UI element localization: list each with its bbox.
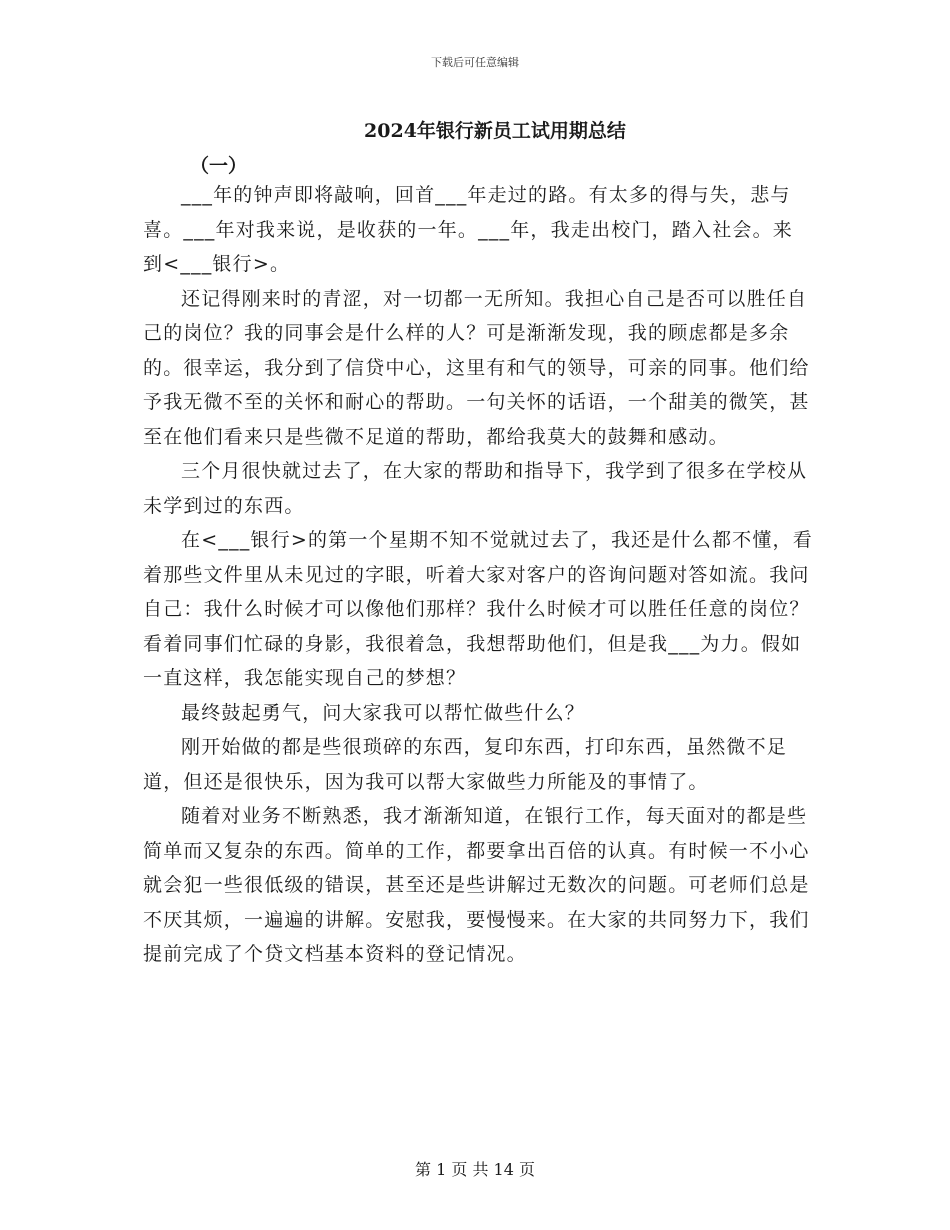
section-label: （一）	[190, 155, 248, 177]
paragraph: ___年的钟声即将敲响，回首___年走过的路。有太多的得与失，悲与喜。___年对我来说，是收获的一年。___年，我走出校门，踏入社会。来到<___银行>。	[143, 184, 794, 275]
document-body	[143, 178, 813, 972]
paragraph: 刚开始做的都是些很琐碎的东西，复印东西，打印东西，虽然微不足道，但还是很快乐，因为我可以帮大家做些力所能及的事情了。	[143, 736, 788, 793]
page-indicator: 第 1 页 共 14 页	[415, 1160, 535, 1179]
paragraph: 还记得刚来时的青涩，对一切都一无所知。我担心自己是否可以胜任自己的岗位？我的同事会是什么样的人？可是渐渐发现，我的顾虑都是多余的。很幸运，我分到了信贷中心，这里有和气的领导，可亲的同事。他们给予我无微不至的关怀和耐心的帮助。一句关怀的话语，一个甜美的微笑，甚至在他们看来只是些微不足道的帮助，都给我莫大的鼓舞和感动。	[143, 287, 810, 448]
header-note: 下载后可任意编辑	[431, 56, 519, 69]
paragraph: 最终鼓起勇气，问大家我可以帮忙做些什么？	[181, 701, 586, 724]
paragraph: 随着对业务不断熟悉，我才渐渐知道，在银行工作，每天面对的都是些简单而又复杂的东西。简单的工作，都要拿出百倍的认真。有时候一不小心就会犯一些很低级的错误，甚至还是些讲解过无数次的问题。可老师们总是不厌其烦，一遍遍的讲解。安慰我，要慢慢来。在大家的共同努力下，我们提前完成了个贷文档基本资料的登记情况。	[143, 805, 810, 965]
paragraph: 在<___银行>的第一个星期不知不觉就过去了，我还是什么都不懂，看着那些文件里从未见过的字眼，听着大家对客户的咨询问题对答如流。我问自己：我什么时候才可以像他们那样？我什么时候才可以胜任任意的岗位？看着同事们忙碌的身影，我很着急，我想帮助他们，但是我___为力。假如一直这样，我怎能实现自己的梦想？	[143, 529, 813, 689]
paragraph: 三个月很快就过去了，在大家的帮助和指导下，我学到了很多在学校从未学到过的东西。	[143, 460, 808, 517]
document-title: 2024年银行新员工试用期总结	[364, 120, 626, 142]
